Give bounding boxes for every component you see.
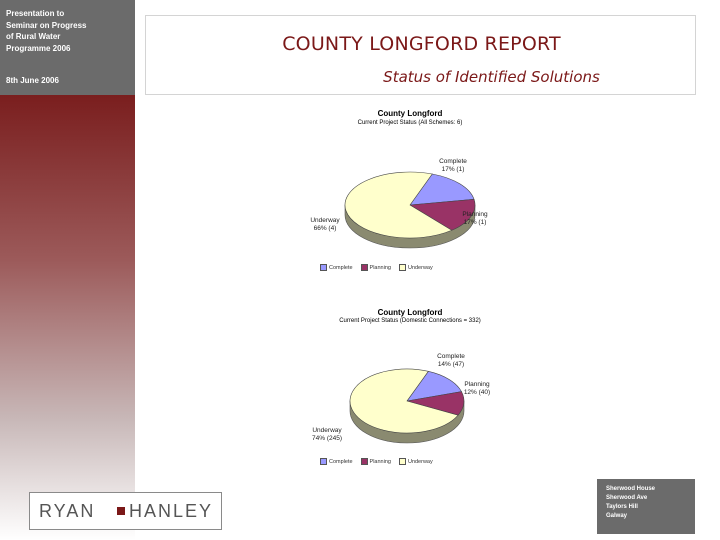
pie-svg (305, 103, 515, 278)
chart-legend (320, 458, 433, 465)
legend-planning: Planning (361, 264, 391, 271)
legend-planning: Planning (361, 458, 391, 465)
logo-square-icon (117, 507, 125, 515)
logo-text-left: RYAN (39, 501, 96, 521)
label-underway-value: 66% (4) (313, 225, 337, 232)
address-line: Sherwood House (606, 486, 656, 492)
label-complete-name: Complete (437, 353, 465, 360)
label-complete-value: 17% (1) (441, 166, 465, 173)
legend-complete: Complete (320, 264, 353, 271)
sidebar-header (0, 0, 135, 95)
page-title: COUNTY LONGFORD REPORT (282, 33, 561, 55)
legend-underway: Underway (399, 458, 433, 465)
logo-text-right: HANLEY (129, 501, 214, 521)
pie-chart-schemes (305, 103, 515, 278)
presentation-date: 8th June 2006 (6, 76, 59, 85)
label-underway (307, 217, 343, 233)
label-complete (433, 158, 473, 174)
label-underway-value: 74% (245) (312, 435, 342, 442)
chart-title: County Longford (377, 308, 443, 317)
sidebar (0, 0, 135, 540)
presentation-title: Presentation to Seminar on Progress of Rural Water Programme 2006 (6, 9, 87, 53)
pie-chart-connections (305, 303, 515, 478)
label-underway (307, 427, 347, 443)
page-subtitle: Status of Identified Solutions (383, 68, 600, 86)
label-complete-value: 14% (47) (437, 361, 465, 368)
chart-title: County Longford (377, 109, 443, 118)
label-planning-name: Planning (462, 211, 488, 218)
address-line: Sherwood Ave (606, 495, 648, 501)
label-underway-name: Underway (310, 217, 340, 224)
address-line: Galway (606, 513, 628, 519)
label-complete-name: Complete (439, 158, 467, 165)
label-planning-value: 17% (1) (463, 219, 487, 226)
address-line: Taylors Hill (606, 504, 638, 510)
legend-complete: Complete (320, 458, 353, 465)
chart-legend (320, 264, 433, 271)
label-complete (429, 353, 473, 369)
address-block (597, 479, 695, 534)
chart-subtitle: Current Project Status (Domestic Connections = 332) (339, 318, 481, 324)
label-planning-name: Planning (464, 381, 490, 388)
company-logo (29, 492, 222, 530)
label-underway-name: Underway (312, 427, 342, 434)
legend-underway: Underway (399, 264, 433, 271)
title-box (145, 15, 696, 95)
label-planning (455, 211, 495, 227)
label-planning (455, 381, 499, 397)
chart-subtitle: Current Project Status (All Schemes: 6) (357, 120, 463, 126)
label-planning-value: 12% (40) (463, 389, 491, 396)
